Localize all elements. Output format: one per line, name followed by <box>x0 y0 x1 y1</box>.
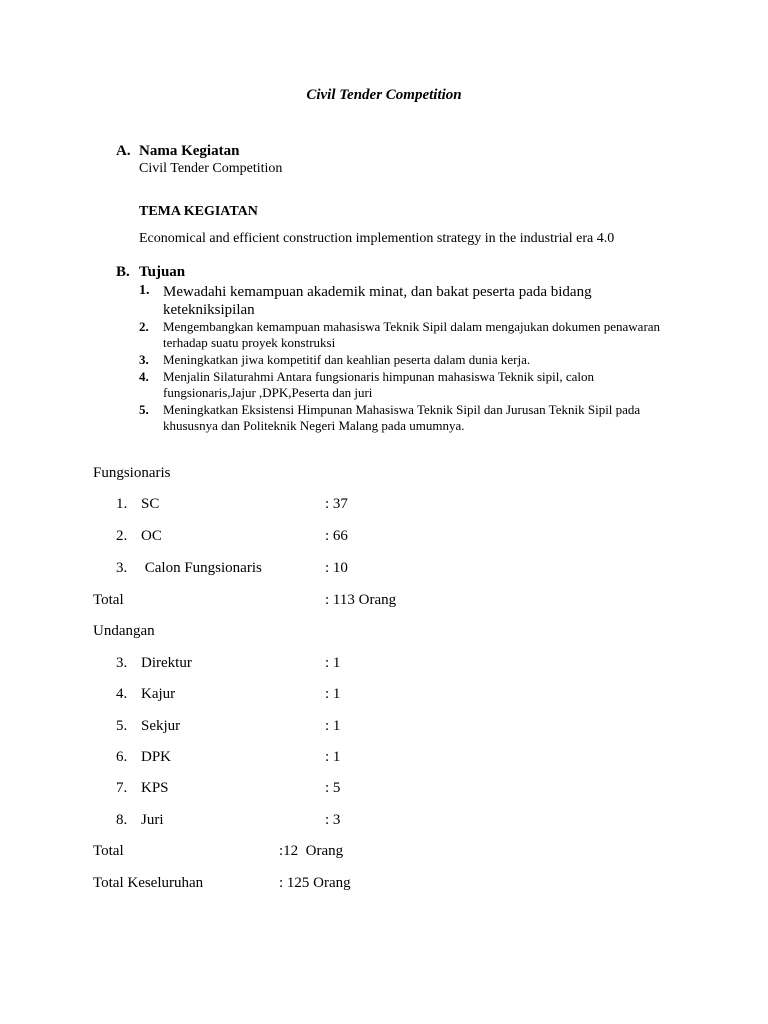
fungsionaris-row-value: : 66 <box>325 528 348 544</box>
undangan-row-num: 6. <box>116 749 128 765</box>
fungsionaris-row-num: 1. <box>116 496 128 512</box>
undangan-row-label: KPS <box>141 780 169 796</box>
undangan-row-label: Sekjur <box>141 718 181 734</box>
undangan-row-num: 4. <box>116 686 128 702</box>
tujuan-text-4: Menjalin Silaturahmi Antara fungsionaris himpunan mahasiswa Teknik sipil, calon fungsionaris,Jajur ,DPK,Peserta dan juri <box>163 369 595 400</box>
section-a-heading: Nama Kegiatan <box>139 143 240 159</box>
fungsionaris-row-label: SC <box>141 496 160 512</box>
undangan-row-num: 5. <box>116 718 128 734</box>
section-b-letter: B. <box>116 264 130 280</box>
fungsionaris-row-value: : 37 <box>325 496 348 512</box>
fungsionaris-total-label: Total <box>93 592 124 608</box>
tujuan-text-3: Meningkatkan jiwa kompetitif dan keahlian peserta dalam dunia kerja. <box>163 352 531 367</box>
undangan-total-value: :12 Orang <box>279 843 344 859</box>
section-a-letter: A. <box>116 143 131 159</box>
fungsionaris-row-num: 2. <box>116 528 128 544</box>
tujuan-text-2: Mengembangkan kemampuan mahasiswa Teknik Sipil dalam mengajukan dokumen penawaran terhadap suatu proyek konstruksi <box>163 319 661 350</box>
undangan-row-value: : 3 <box>325 812 341 828</box>
undangan-total-label: Total <box>93 843 124 859</box>
tema-heading: TEMA KEGIATAN <box>139 204 258 219</box>
undangan-row-num: 8. <box>116 812 128 828</box>
undangan-row-label: Juri <box>141 812 164 828</box>
document-title: Civil Tender Competition <box>306 87 462 103</box>
fungsionaris-row-label: Calon Fungsionaris <box>141 560 262 576</box>
tujuan-num-4: 4. <box>139 369 149 384</box>
tujuan-text-5: Meningkatkan Eksistensi Himpunan Mahasiswa Teknik Sipil dan Jurusan Teknik Sipil pada khususnya dan Politeknik Negeri Malang pada umumnya. <box>163 402 641 433</box>
undangan-row-label: Direktur <box>141 655 192 671</box>
undangan-row-label: Kajur <box>141 686 176 702</box>
fungsionaris-total-value: : 113 Orang <box>325 592 397 608</box>
section-b-heading: Tujuan <box>139 264 186 280</box>
fungsionaris-row-num: 3. <box>116 560 128 576</box>
section-a-value: Civil Tender Competition <box>139 161 283 176</box>
grand-total-label: Total Keseluruhan <box>93 875 204 891</box>
fungsionaris-row-value: : 10 <box>325 560 348 576</box>
grand-total-value: : 125 Orang <box>279 875 351 891</box>
undangan-row-value: : 1 <box>325 718 341 734</box>
undangan-row-label: DPK <box>141 749 172 765</box>
undangan-row-num: 7. <box>116 780 128 796</box>
undangan-row-value: : 1 <box>325 749 341 765</box>
undangan-row-num: 3. <box>116 655 128 671</box>
fungsionaris-row-label: OC <box>141 528 162 544</box>
tujuan-num-5: 5. <box>139 402 149 417</box>
tujuan-num-1: 1. <box>139 283 150 298</box>
tujuan-text-1: Mewadahi kemampuan akademik minat, dan bakat peserta pada bidang ketekniksipilan <box>163 284 592 318</box>
tujuan-num-3: 3. <box>139 352 149 367</box>
fungsionaris-heading: Fungsionaris <box>93 465 171 481</box>
undangan-row-value: : 1 <box>325 686 341 702</box>
tema-value: Economical and efficient construction implemention strategy in the industrial era 4.0 <box>139 231 615 246</box>
undangan-row-value: : 1 <box>325 655 341 671</box>
tujuan-num-2: 2. <box>139 319 149 334</box>
undangan-row-value: : 5 <box>325 780 341 796</box>
undangan-heading: Undangan <box>93 623 155 639</box>
